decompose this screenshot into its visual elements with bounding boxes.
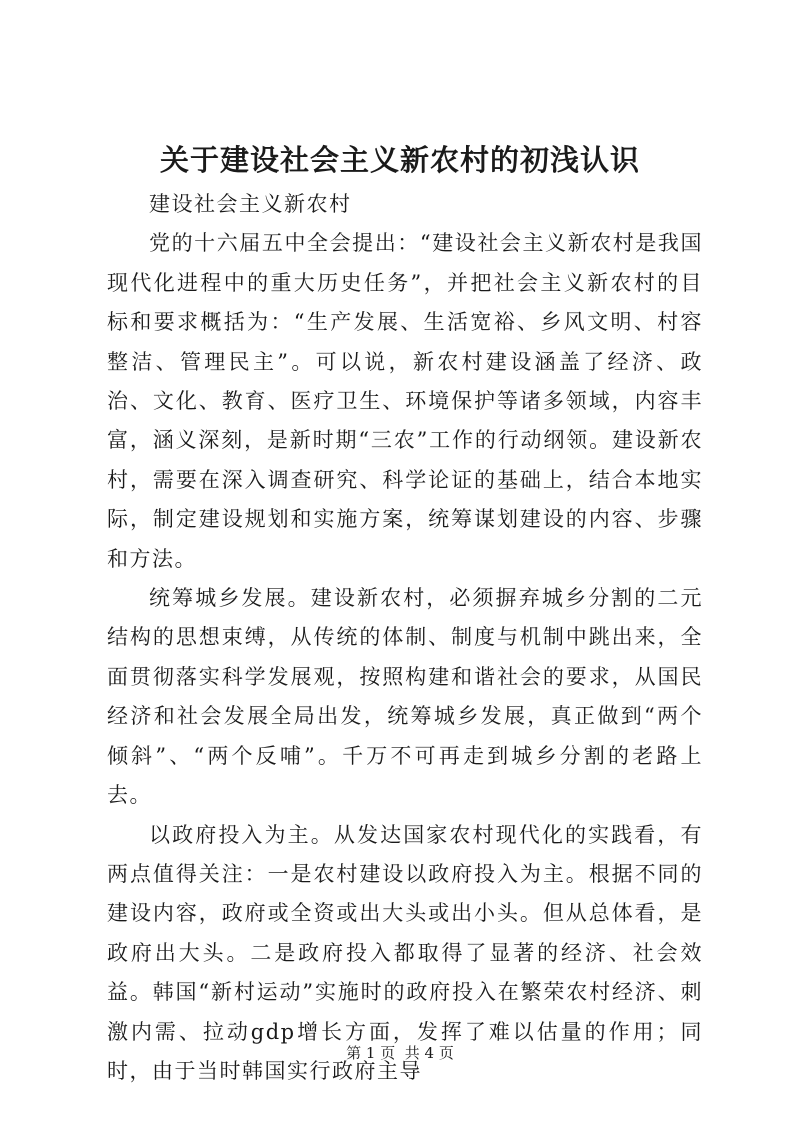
paragraph-3: 以政府投入为主。从发达国家农村现代化的实践看，有两点值得关注：一是农村建设以政府投入为主。根据不同的建设内容，政府或全资或出大头或出小头。但从总体看，是政府出大头。二是政府投入都取得了显著的经济、社会效益。韩国“新村运动”实施时的政府投入在繁荣农村经济、刺激内需、拉动gdp增长方面，发挥了难以估量的作用；同时，由于当时韩国实行政府主导 — [107, 822, 703, 1083]
document-body — [107, 185, 703, 1091]
page-footer — [0, 1043, 800, 1063]
document-subtitle: 建设社会主义新农村 — [149, 192, 352, 216]
paragraph-1: 党的十六届五中全会提出：“建设社会主义新农村是我国现代化进程中的重大历史任务”，并把社会主义新农村的目标和要求概括为：“生产发展、生活宽裕、乡风文明、村容整洁、管理民主”。可以说，新农村建设涵盖了经济、政治、文化、教育、医疗卫生、环境保护等诸多领域，内容丰富，涵义深刻，是新时期“三农”工作的行动纲领。建设新农村，需要在深入调查研究、科学论证的基础上，结合本地实际，制定建设规划和实施方案，统筹谋划建设的内容、步骤和方法。 — [107, 231, 703, 571]
page-number-label: 第 1 页 共 4 页 — [346, 1044, 454, 1062]
document-title: 关于建设社会主义新农村的初浅认识 — [159, 143, 640, 177]
paragraph-2: 统筹城乡发展。建设新农村，必须摒弃城乡分割的二元结构的思想束缚，从传统的体制、制度与机制中跳出来，全面贯彻落实科学发展观，按照构建和谐社会的要求，从国民经济和社会发展全局出发，统筹城乡发展，真正做到“两个倾斜”、“两个反哺”。千万不可再走到城乡分割的老路上去。 — [107, 586, 703, 808]
